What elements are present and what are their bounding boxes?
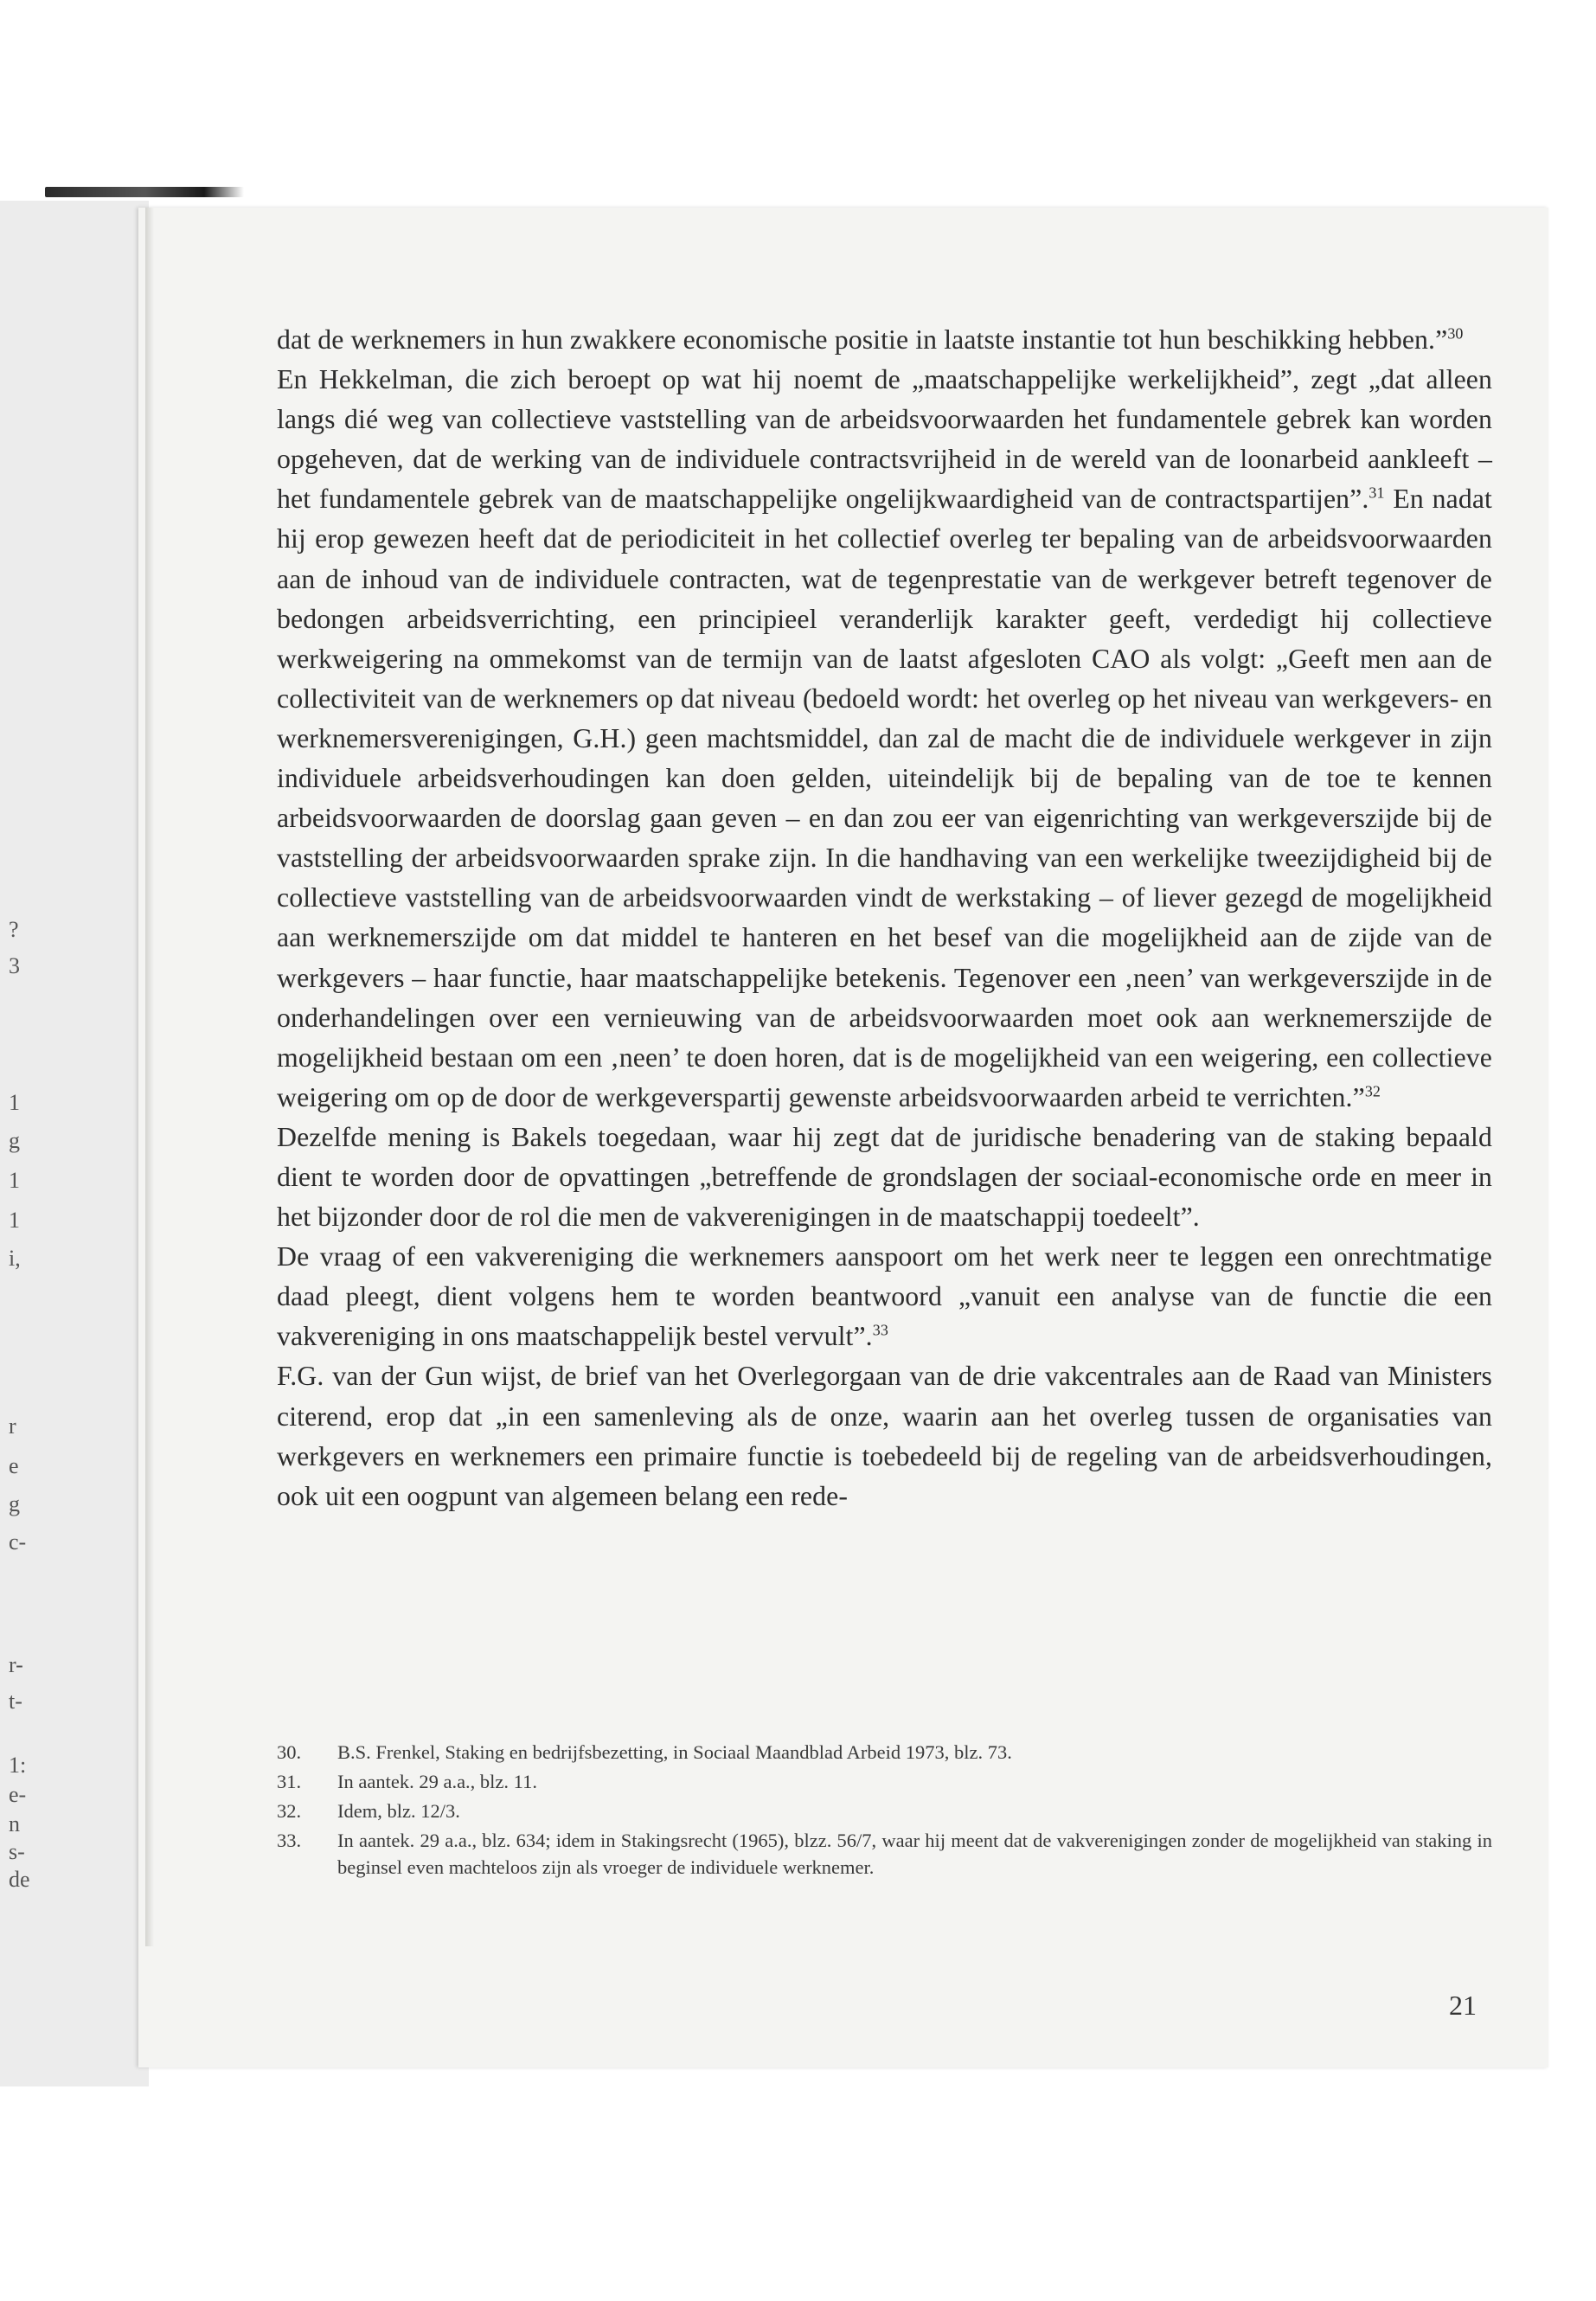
footnote: 32. Idem, blz. 12/3.	[277, 1800, 460, 1822]
margin-fragment: n	[9, 1811, 20, 1836]
paragraph: Dezelfde mening is Bakels toegedaan, waar hij zegt dat de juridische benadering van de staking bepaald dient te worden door de opvattingen „betreffende de grondslagen der sociaal-economische orde en meer in het bijzonder door de rol die men de vakverenigingen in de maatschappij toedeelt”.	[277, 1121, 1492, 1233]
margin-fragment: 1:	[9, 1753, 27, 1778]
margin-fragment: 1	[9, 1168, 20, 1193]
page-spine	[145, 208, 154, 1946]
footnote: 31. In aantek. 29 a.a., blz. 11.	[277, 1771, 537, 1792]
footnote-ref: 31	[1368, 484, 1385, 502]
footnote: 30. B.S. Frenkel, Staking en bedrijfsbezetting, in Sociaal Maandblad Arbeid 1973, blz. 73.	[277, 1741, 1012, 1763]
margin-fragment: g	[9, 1491, 20, 1516]
margin-fragment: i,	[9, 1246, 21, 1271]
margin-fragment: 1	[9, 1208, 20, 1233]
body-text	[277, 320, 1492, 1516]
margin-fragment: c-	[9, 1529, 27, 1554]
margin-fragment: s-	[9, 1839, 25, 1864]
paragraph: En Hekkelman, die zich beroept op wat hij noemt de „maatschappelijke werkelijkheid”, zegt „dat alleen langs dié weg van collectieve vaststelling van de arbeidsvoorwaarden het fundamentele gebrek kan worden opgeheven, dat de werking van de individuele contractsvrijheid in de wereld van de loonarbeid aankleeft – het fundamentele gebrek van de maatschappelijke ongelijkwaardigheid van de contractspartijen”.$^{31}$ En nadat hij erop gewezen heeft dat de periodiciteit in het collectief overleg ter bepaling van de arbeidsvoorwaarden aan de inhoud van de individuele contracten, wat de tegenprestatie van de werkgever betreft tegenover de bedongen arbeidsverrichting, een principieel veranderlijk karakter geeft, verdedigt hij collectieve werkweigering na ommekomst van de termijn van de laatst afgesloten CAO als volgt: „Geeft men aan de collectiviteit van de werknemers op dat niveau (bedoeld wordt: het overleg op het niveau van werkgevers- en werknemersverenigingen, G.H.) geen machtsmiddel, dan zal de macht die de individuele werkgever in zijn individuele arbeidsverhoudingen kan doen gelden, uiteindelijk bij de bepaling van de toe te kennen arbeidsvoorwaarden de doorslag gaan geven – en dan zou eer van eigenrichting van werkgeverszijde bij de vaststelling der arbeidsvoorwaarden sprake zijn. In die handhaving van een werkelijke tweezijdigheid bij de collectieve vaststelling van de arbeidsvoorwaarden vindt de werkstaking – of liever gezegd de mogelijkheid aan werknemerszijde om dat middel te hanteren en het besef van die mogelijkheid aan de zijde van de werkgevers – haar functie, haar maatschappelijke betekenis. Tegenover een ‚neen’ van werkgeverszijde in de onderhandelingen over een vernieuwing van de arbeidsvoorwaarden moet ook aan werknemerszijde de mogelijkheid bestaan om een ‚neen’ te doen horen, dat is de mogelijkheid van een weigering, een collectieve weigering om op de door de werkgeverspartij gewenste arbeidsvoorwaarden arbeid te verrichten.”$^{32}$	[277, 364, 1492, 1112]
margin-fragment: de	[9, 1867, 30, 1892]
margin-fragment: r-	[9, 1652, 23, 1677]
footnote-ref: 32	[1364, 1082, 1381, 1100]
page-number: 21	[1449, 1990, 1477, 2021]
footnote-ref: 33	[872, 1321, 888, 1339]
margin-fragment: r	[9, 1413, 16, 1439]
margin-fragment: e	[9, 1453, 19, 1478]
paragraph: dat de werknemers in hun zwakkere economische positie in laatste instantie tot hun beschikking hebben.”$^{30}$	[277, 324, 1464, 355]
footnote-ref: 30	[1447, 324, 1464, 343]
paragraph: De vraag of een vakvereniging die werknemers aanspoort om het werk neer te leggen een onrechtmatige daad pleegt, dient volgens hem te worden beantwoord „vanuit een analyse van de functie die een vakvereniging in ons maatschappelijk bestel vervult”.$^{33}$	[277, 1241, 1492, 1352]
margin-fragment: ?	[9, 917, 19, 942]
footnotes	[277, 1739, 1492, 1883]
margin-fragment: e-	[9, 1782, 27, 1807]
margin-fragment: 3	[9, 953, 20, 978]
margin-fragment: g	[9, 1128, 20, 1153]
margin-fragment: 1	[9, 1090, 20, 1115]
footnote: 33. In aantek. 29 a.a., blz. 634; idem in Stakingsrecht (1965), blzz. 56/7, waar hij meent dat de vakverenigingen zonder de mogelijkheid van staking in beginsel even machteloos zijn als vroeger de individuele werknemer.	[277, 1830, 1492, 1878]
paragraph: F.G. van der Gun wijst, de brief van het Overlegorgaan van de drie vakcentrales aan de Raad van Ministers citerend, erop dat „in een samenleving als de onze, waarin aan het overleg tussen de organisaties van werkgevers en werknemers een primaire functie is toebedeeld bij de regeling van de arbeidsverhoudingen, ook uit een oogpunt van algemeen belang een rede-	[277, 1361, 1492, 1511]
margin-fragment: t-	[9, 1689, 22, 1714]
scan-edge-shadow	[45, 187, 244, 197]
